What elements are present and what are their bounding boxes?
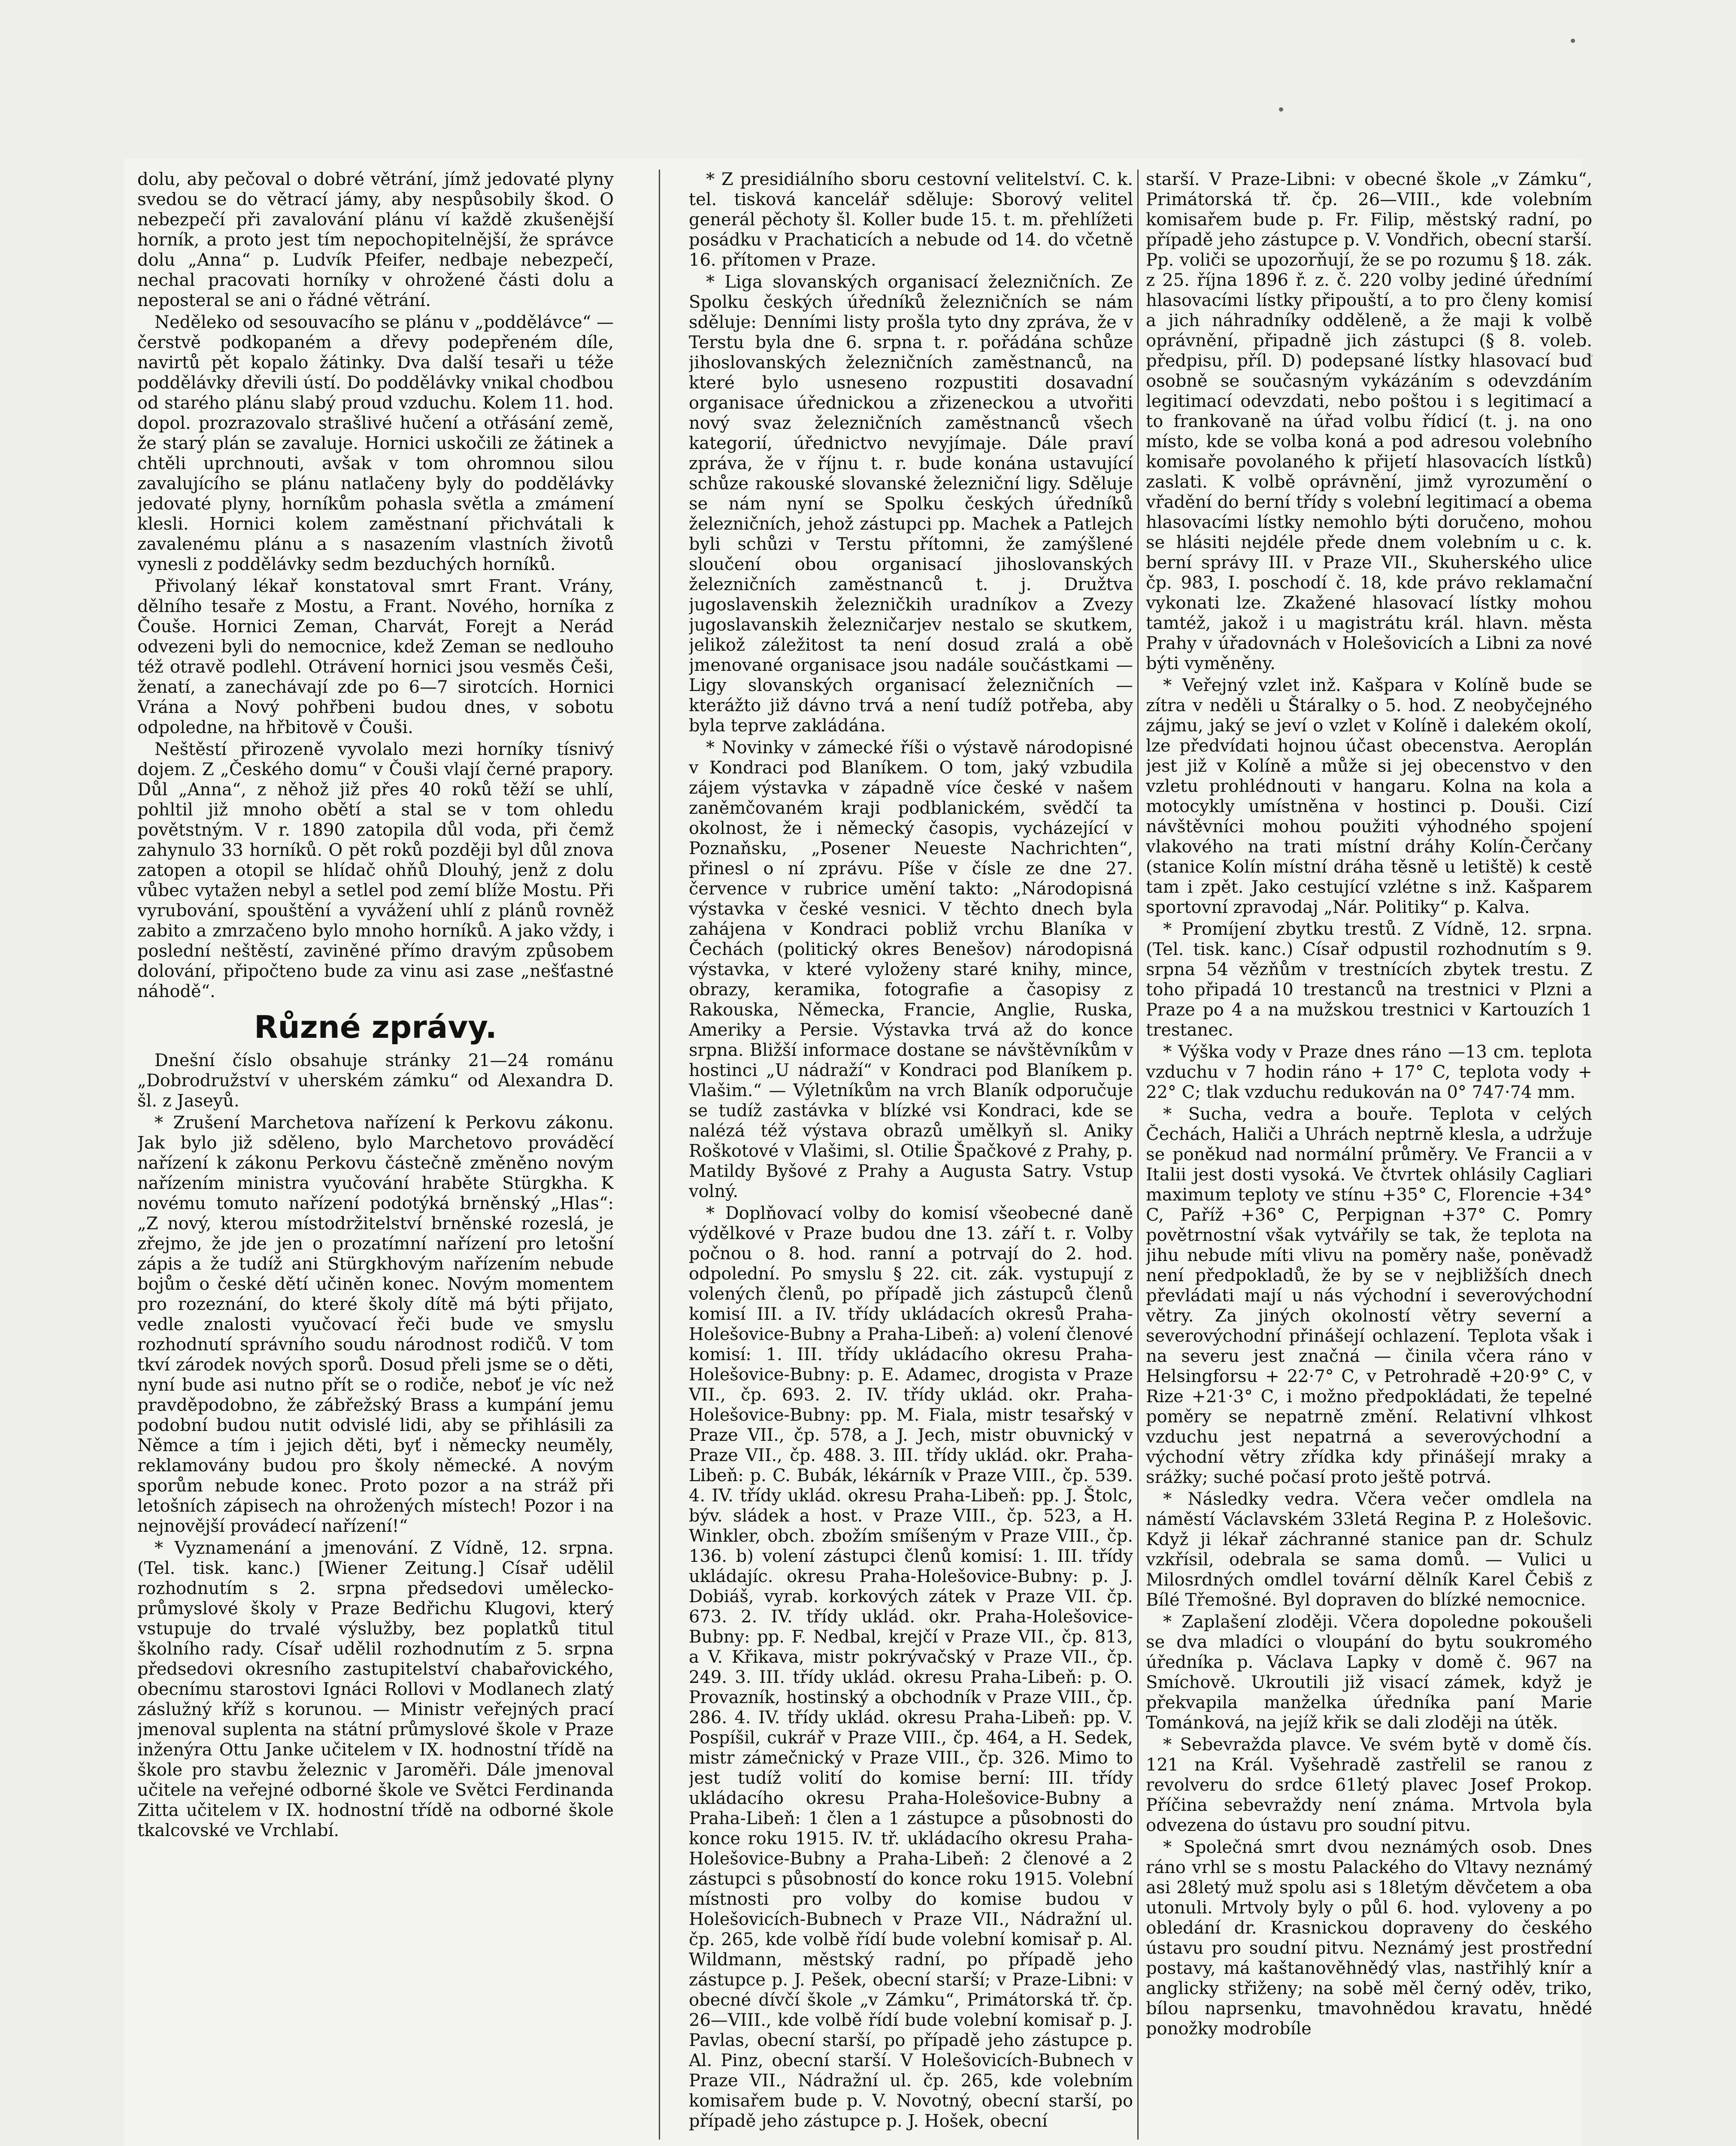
article-paragraph: Přivolaný lékař konstatoval smrt Frant. Vrány, dělního tesaře z Mostu, a Frant. Nového, horníka z Čouše. Hornici Zeman, Charvát, Forejt a Nerád odvezeni byli do nemocnice, kdež Zeman se nedlouho též otravě podlehl. Otrávení hornici jsou vesměs Češi, ženatí, a zanechávají zde po 6—7 sirotcích. Hornici Vrána a Nový pohřbeni budou dnes, v sobotu odpoledne, na hřbitově v Čouši. (137, 576, 614, 737)
column-divider (1137, 170, 1139, 2140)
article-paragraph: * Veřejný vzlet inž. Kašpara v Kolíně bude se zítra v neděli u Štáralky o 5. hod. Z neobyčejného zájmu, jaký se jeví o vzlet v Kolíně i dalekém okolí, lze předvídati hojnou účast obecenstva. Aeroplán jest již v Kolíně a může si jej obecenstvo v den vzletu prohlédnouti v hangaru. Kolna na kola a motocykly umístněna v hostinci p. Douši. Cizí návštěvníci mohou použiti výhodného spojení vlakového na trati místní dráhy Kolín-Čerčany (stanice Kolín místní dráha těsně u letiště) k cestě tam i zpět. Jako cestující vzlétne s inž. Kašparem sportovní zpravodaj „Nár. Politiky“ p. Kalva. (1146, 676, 1592, 917)
column-1 (137, 170, 614, 2140)
article-paragraph: * Zaplašení zloději. Včera dopoledne pokoušeli se dva mladíci o vloupání do bytu soukromého úředníka p. Václava Lapky v domě č. 967 na Smíchově. Ukroutili již visací zámek, když je překvapila manželka úředníka paní Marie Tománková, na jejíž křik se dali zloději na útěk. (1146, 1612, 1592, 1733)
article-paragraph: * Výška vody v Praze dnes ráno —13 cm. teplota vzduchu v 7 hodin ráno + 17° C, teplota vody + 22° C; tlak vzduchu redukován na 0° 747·74 mm. (1146, 1042, 1592, 1102)
article-paragraph: * Sucha, vedra a bouře. Teplota v celých Čechách, Haliči a Uhrách neptrně klesla, a udržuje se poněkud nad normální průměry. Ve Francii a v Italii jest dosti vysoká. Ve čtvrtek ohlásily Cagliari maximum teploty ve stínu +35° C, Florencie +34° C, Paříž +36° C, Perpignan +37° C. Pomry povětrnostní však vytvářily se tak, že teplota na jihu nebude míti vlivu na poměry naše, poněvadž není předpokladů, že by se v nejbližších dnech převládati mají u nás východní i severovýchodní větry. Za jiných okolností větry severní a severovýchodní přinášejí ochlazení. Teplota však i na severu jest značná — činila včera ráno v Helsingforsu + 22·7° C, v Petrohradě +20·9° C, v Rize +21·3° C, i možno předpokládati, že tepelné poměry se nepatrně změní. Relativní vlhkost vzduchu jest nepatrná a severovýchodní a východní větry zřídka kdy přinášejí mraky a srážky; suché počasí proto ještě potrvá. (1146, 1104, 1592, 1487)
article-paragraph: dolu, aby pečoval o dobré větrání, jímž jedovaté plyny svedou se do větrací jámy, aby nespůsobily škod. O nebezpečí při zavalování plánu ví každě zkušenější horník, a proto jest tím nepochopitelnější, že správce dolu „Anna“ p. Ludvík Pfeifer, nedbaje nebezpečí, nechal pracovati horníky v ohrožené části dolu a neposteral se ani o řádné větrání. (137, 170, 614, 310)
column-2 (689, 170, 1133, 2140)
article-paragraph: Neděleko od sesouvacího se plánu v „poddělávce“ — čerstvě podkopaném a dřevy podepřeném díle, navirtů pět kopalo žátinky. Dva další tesaři u téže poddělávky dřevili ústí. Do poddělávky vnikal chodbou od starého plánu slabý proud vzduchu. Kolem 11. hod. dopol. prozrazovalo strašlivé hučení a otřásání země, že starý plán se zavaluje. Hornici uskočili ze žátinek a chtěli uprchnouti, avšak v tom ohromnou silou zavalujícího se plánu natlačeny byly do poddělávky jedovaté plyny, horníkům pohasla světla a zmámení klesli. Hornici kolem zaměstnaní přichvátali k zavalenému plánu a s nasazením vlastních životů vynesli z poddělávky sedm bezduchých horníků. (137, 312, 614, 574)
article-paragraph: * Zrušení Marchetova nařízení k Perkovu zákonu. Jak bylo již sděleno, bylo Marchetovo prováděcí nařízení k zákonu Perkovu částečně změněno novým nařízením ministra vyučování hraběte Stürgkha. K novému tomuto nařízení podotýká brněnský „Hlas“: „Z nový, kterou místodržitelství brněnské rozeslá, je zřejmo, že jde jen o prozatímní nařízení pro letošní zápis a že tudíž ani Stürgkhovým nařízením nebude bojům o české dětí učiněn konec. Novým momentem pro rozeznání, do které školy dítě má býti přijato, vedle znalosti vyučovací řeči bude ve smyslu rozhodnutí správního soudu národnost rodičů. V tom tkví zárodek nových sporů. Dosud přeli jsme se o děti, nyní bude asi nutno přít se o rodiče, neboť je víc než pravděpodobno, že zábřežský Brass a kumpání jemu podobní budou nutit odvislé lidi, aby se přihlásili za Němce a tím i jejich děti, byť i německy neuměly, reklamovány budou pro školy německé. A novým sporům nebude konec. Proto pozor a na stráž při letošních zápisech na ohrožených místech! Pozor i na nejnovější provádecí nařízení!“ (137, 1113, 614, 1536)
article-paragraph: * Následky vedra. Včera večer omdlela na náměstí Václavském 33letá Regina P. z Holešovic. Když ji lékař záchranné stanice pan dr. Schulz vzkřísil, odebrala se sama domů. — Vulici u Milosrdných omdlel tovární dělník Karel Čebiš z Bílé Třemošné. Byl dopraven do blízké nemocnice. (1146, 1489, 1592, 1610)
scan-speck (1279, 107, 1283, 112)
scan-speck (1571, 39, 1575, 43)
article-paragraph: * Společná smrt dvou neznámých osob. Dnes ráno vrhl se s mostu Palackého do Vltavy neznámý asi 28letý muž spolu asi s 18letým děvčetem a oba utonuli. Mrtvoly byly o půl 6. hod. vyloveny a po obledání dr. Krasnickou dopraveny do českého ústavu pro soudní pitvu. Neznámý jest prostřední postavy, má kaštanověhnědý vlas, nastřihlý knír a anglicky střiženy; na sobě měl černý oděv, triko, bílou naprsenku, tmavohnědou kravatu, hnědé ponožky modrobíle (1146, 1837, 1592, 2039)
article-paragraph: starší. V Praze-Libni: v obecné škole „v Zámku“, Primátorská tř. čp. 26—VIII., kde volebním komisařem bude p. Fr. Filip, městský radní, po případě jeho zástupce p. V. Vondřich, obecní starší. Pp. voliči se upozorňují, že se po rozumu § 18. zák. z 25. října 1896 ř. z. č. 220 volby jediné úřednímí hlasovacími lístky připouští, a to pro členy komisí a jich náhradníky odděleně, a že maji k volbě oprávnění, připadně jich zástupci (§ 8. voleb. předpisu, příl. D) podepsané lístky hlasovací buď osobně se současným vykázáním s odevzdáním legitimací odevzdati, nebo poštou i s legitimací a to frankovaně na úřad volbu řídicí (t. j. na ono místo, kde se volba koná a pod adresou volebního komisaře povolaného k přijetí hlasovacích lístků) zaslati. K volbě oprávnění, jimž vyrozumění o vřadění do berní třídy s volební legitimací a obema hlasovacími lístky nemohlo býti doručeno, mohou se hlásiti nejdéle přede dnem volebním u c. k. berní správy III. v Praze VII., Skuherského ulice čp. 983, I. poschodí č. 18, kde právo reklamační vykonati lze. Zkažené hlasovací lístky mohou tamtéž, jakož i u magistrátu král. hlavn. města Prahy v úřadovnách v Holešovicích a Libni za nové býti vyměněny. (1146, 170, 1592, 673)
article-paragraph: Dnešní číslo obsahuje stránky 21—24 románu „Dobrodružství v uherském zámku“ od Alexandra D. šl. z Jaseyů. (137, 1051, 614, 1111)
article-paragraph: * Novinky v zámecké říši o výstavě národopisné v Kondraci pod Blaníkem. O tom, jaký vzbudila zájem výstavka v západně více české v našem zaněmčovaném kraji podblanickém, svědčí ta okolnost, že i německý časopis, vycházející v Poznaňsku, „Posener Neueste Nachrichten“, přinesl o ní zprávu. Píše v čísle ze dne 27. července v rubrice umění takto: „Národopisná výstavka v české vesnici. V těchto dnech byla zahájena v Kondraci pobliž vrchu Blaníka v Čechách (politický okres Benešov) národopisná výstavka, v které vyloženy staré knihy, mince, obrazy, keramika, fotografie a časopisy z Rakouska, Německa, Francie, Anglie, Ruska, Ameriky a Persie. Výstavka trvá až do konce srpna. Bližší informace dostane se návštěvníkům v hostinci „U nádraží“ v Kondraci pod Blaníkem p. Vlašim.“ — Výletníkům na vrch Blaník odporučuje se tudíž zastávka v blízké vsi Kondraci, kde se nalézá též výstava obrazů umělkyň sl. Aniky Roškotové v Vlašimi, sl. Otilie Špačkové z Prahy, p. Matildy Byšové z Prahy a Augusta Satry. Vstup volný. (689, 738, 1133, 1201)
column-3 (1146, 170, 1592, 2140)
article-paragraph: * Doplňovací volby do komisí všeobecné daně výdělkové v Praze budou dne 13. září t. r. Volby počnou o 8. hod. ranní a potrvají do 2. hod. odpolední. Po smyslu § 22. cit. zák. vystupují z volených členů, po případě jich zástupců členů komisí III. a IV. třídy ukládacích okresů Praha-Holešovice-Bubny a Praha-Libeň: a) volení členové komisí: 1. III. třídy ukládacího okresu Praha-Holešovice-Bubny: p. E. Adamec, drogista v Praze VII., čp. 693. 2. IV. třídy uklád. okr. Praha-Holešovice-Bubny: pp. M. Fiala, mistr tesařský v Praze VII., čp. 578, a J. Jech, mistr obuvnický v Praze VII., čp. 488. 3. III. třídy uklád. okr. Praha-Libeň: p. C. Bubák, lékárník v Praze VIII., čp. 539. 4. IV. třídy uklád. okresu Praha-Libeň: pp. J. Štolc, býv. sládek a host. v Praze VIII., čp. 523, a H. Winkler, obch. zbožím smíšeným v Praze VIII., čp. 136. b) volení zástupci členů komisí: 1. III. třídy ukládajíc. okresu Praha-Holešovice-Bubny: p. J. Dobiáš, vyrab. korkových zátek v Praze VII. čp. 673. 2. IV. třídy uklád. okr. Praha-Holešovice-Bubny: pp. F. Nedbal, krejčí v Praze VII., čp. 813, a V. Křikava, mistr pokrývačský v Praze VII., čp. 249. 3. III. třídy uklád. okresu Praha-Libeň: p. O. Provazník, hostinský a obchodník v Praze VIII., čp. 286. 4. IV. třídy uklád. okresu Praha-Libeň: pp. V. Pospíšil, cukrář v Praze VIII., čp. 464, a H. Sedek, mistr zámečnický v Praze VIII., čp. 326. Mimo to jest tudíž volití do komise berní: III. třídy ukládacího okresu Praha-Holešovice-Bubny a Praha-Libeň: 1 člen a 1 zástupce a působnosti do konce roku 1915. IV. tř. ukládacího okresu Praha-Holešovice-Bubny a Praha-Libeň: 2 členové a 2 zástupci s působností do konce roku 1915. Volební místnosti pro volby do komise budou v Holešovicích-Bubnech v Praze VII., Nádražní ul. čp. 265, kde volbě řídí bude volební komisař p. Al. Wildmann, městský radní, po případě jeho zástupce p. J. Pešek, obecní starší; v Praze-Libni: v obecné dívčí škole „v Zámku“, Primátorská tř. čp. 26—VIII., kde volbě řídí bude volební komisař p. J. Pavlas, obecní starší, po případě jeho zástupce p. Al. Pinz, obecní starší. V Holešovicích-Bubnech v Praze VII., Nádražní ul. čp. 265, kde volebním komisařem bude p. V. Novotný, obecní starší, po případě jeho zástupce p. J. Hošek, obecní (689, 1203, 1133, 2131)
article-paragraph: * Sebevražda plavce. Ve svém bytě v domě čís. 121 na Král. Vyšehradě zastřelil se ranou z revolveru do srdce 61letý plavec Josef Prokop. Příčina sebevraždy není známa. Mrtvola byla odvezena do ústavu pro soudní pitvu. (1146, 1735, 1592, 1835)
article-paragraph: * Promíjení zbytku trestů. Z Vídně, 12. srpna. (Tel. tisk. kanc.) Císař odpustil rozhodnutím s 9. srpna 54 vězňům v trestnících zbytek trestu. Z toho připadá 10 trestanců na trestnici v Plzni a Praze po 4 a na mužskou trestnici v Kartouzích 1 trestanec. (1146, 919, 1592, 1040)
column-divider (659, 170, 660, 2140)
article-paragraph: * Liga slovanských organisací železničních. Ze Spolku českých úředníků železničních se nám sděluje: Denními listy prošla tyto dny zpráva, že v Terstu byla dne 6. srpna t. r. pořádána schůze jihoslovanských železničních zaměstnanců, na které bylo usneseno rozpustiti dosavadní organisace úřednickou a zřizeneckou a utvořiti nový svaz železničních zaměstnanců všech kategorií, úřednictvo nevyjímaje. Dále praví zpráva, že v říjnu t. r. bude konána ustavující schůze rakouské slovanské železniční ligy. Sděluje se nám nyní se Spolku českých úředníků železničních, jehož zástupci pp. Machek a Patlejch byli schůzi v Terstu přítomni, že zamýšlené sloučení obou organisací jihoslovanských železničních zaměstnanců t. j. Družtva jugoslavenskih železničkih uradníkov a Zvezy jugoslavanskih železničarjev nestalo se skutkem, jelikož záležitost ta není dosud zralá a obě jmenované organisace jsou nadále součástkami — Ligy slovanských organisací železničních — kterážto již dávno trvá a není tudíž potřeba, aby byla teprve zakládána. (689, 272, 1133, 736)
article-paragraph: Neštěstí přirozeně vyvolalo mezi horníky tísnivý dojem. Z „Českého domu“ v Čouši vlají černé prapory. Důl „Anna“, z něhož již přes 40 roků těží se uhlí, pohltil již mnoho obětí a stal se v tom ohledu povětstným. V r. 1890 zatopila důl voda, při čemž zahynulo 33 horníků. O pět roků později byl důl znova zatopen a otopil se hlídač ohňů Dlouhý, jenž z dolu vůbec vytažen nebyl a setlel pod zemí blíže Mostu. Při vyrubování, spouštění a vyvážení uhlí z plánů rovněž zabito a zmrzačeno bylo mnoho horníků. A jako vždy, i poslední neštěstí, zaviněné přímo dravým způsobem dolování, připočteno bude za vinu asi zase „nešťastné náhodě“. (137, 740, 614, 1001)
article-paragraph: * Vyznamenání a jmenování. Z Vídně, 12. srpna. (Tel. tisk. kanc.) [Wiener Zeitung.] Císař udělil rozhodnutím s 2. srpna předsedovi umělecko-průmyslové školy v Praze Bedřichu Klugovi, který vstupuje do trvalé výslužby, bez poplatků titul školního rady. Císař udělil rozhodnutím z 5. srpna předsedovi okresního zastupitelství chabařovického, obecnímu starostovi Ignáci Rollovi v Modlanech zlatý záslužný kříž s korunou. — Ministr veřejných prací jmenoval suplenta na státní průmyslové škole v Praze inženýra Ottu Janke učitelem v IX. hodnostní třídě na škole pro stavbu železnic v Jaroměři. Dále jmenoval učitele na veřejné odborné škole ve Světci Ferdinanda Zitta učitelem v IX. hodnostní třídě na odborné škole tkalcovské ve Vrchlabí. (137, 1538, 614, 1840)
article-paragraph: * Z presidiálního sboru cestovní velitelství. C. k. tel. tisková kancelář sděluje: Sborový velitel generál pěchoty šl. Koller bude 15. t. m. přehlížeti posádku v Prachaticích a nebude od 14. do včetně 16. přítomen v Praze. (689, 170, 1133, 270)
section-heading: Různé zprávy. (254, 1009, 497, 1045)
